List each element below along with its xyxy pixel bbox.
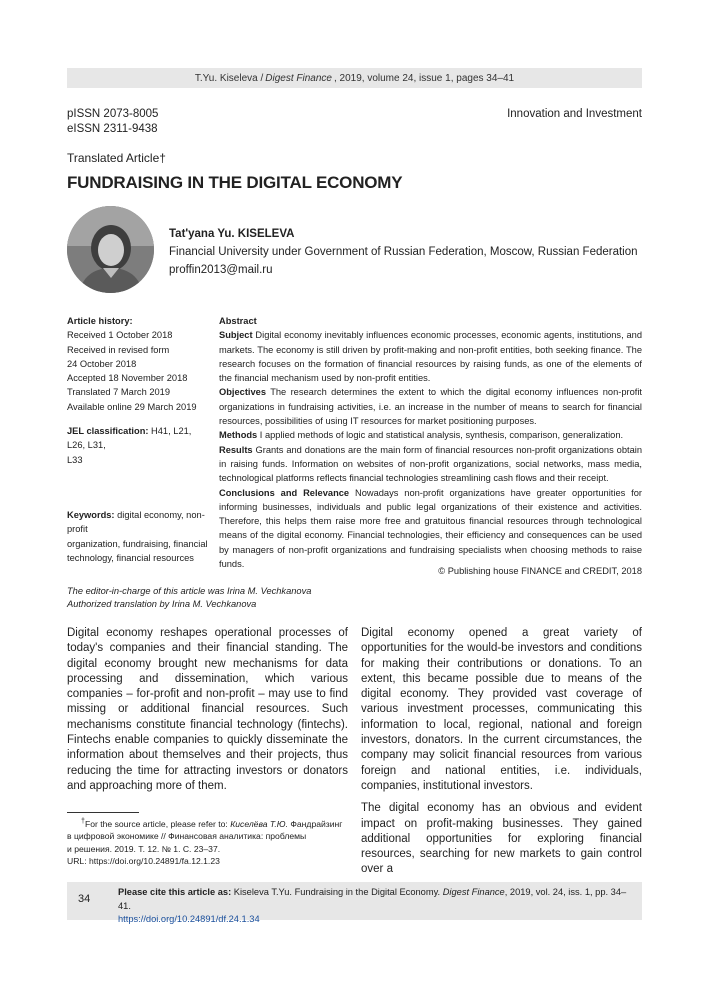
editor-notes <box>67 585 311 611</box>
keywords-line: organization, fundraising, financial <box>67 538 208 549</box>
copyright: © Publishing house FINANCE and CREDIT, 2018 <box>438 566 642 576</box>
page-number: 34 <box>78 893 91 905</box>
pissn: pISSN 2073-8005 <box>67 108 159 120</box>
article-type: Translated Article† <box>67 151 166 165</box>
footnote-divider <box>67 812 139 813</box>
abstract-objectives: Objectives The research determines the extent to which the digital economy influences non-profit organizations in fundraising activities, i.e. an increase in the number of means to search for financial resources, possibilities of using IT resources for market positioning purposes. <box>219 387 642 427</box>
body-paragraph: Digital economy opened a great variety of opportunities for the would-be investors and conditions for making their contributions or donations. To an extent, this became possible due to means of the digital economy. They provided vast coverage of various investment processes, communicating this information to local, regional, national and foreign investors, donators. In the current circumstances, the company may solicit financial resources from various foreign and national entities, i.e. individuals, companies, institutional investors. <box>361 627 642 792</box>
author-affiliation: Financial University under Government of Russian Federation, Moscow, Russian Federation <box>169 246 638 258</box>
abstract-conclusions: Conclusions and Relevance Nowadays non-profit organizations have greater opportunities for informing businesses, individuals and public legal organizations of their existence and activities. Therefore, this helps them raise more free and gratuitous financial resources through technological means of the digital economy. Financial technologies, their efficiency and consequences can be used by managers of non-profit organizations and fundraising specialists when choosing methods to raise funds. <box>219 487 642 570</box>
author-photo <box>67 206 154 293</box>
abstract-results: Results Grants and donations are the main form of financial resources non-profit organizations obtain in raising funds. Information on websites of non-profit organizations, social networks, mass media, technological platforms reflects financial technologies streamlining cash flows and their receipt. <box>219 444 642 484</box>
jel-label: JEL classification: <box>67 426 149 436</box>
history-line: Available online 29 March 2019 <box>67 401 197 412</box>
issn-block <box>67 107 158 137</box>
footnote: †For the source article, please refer to: Киселёва Т.Ю. Фандрайзинг в цифровой экономике // Финансовая аналитика: проблемы и решения. 2019. Т. 12. № 1. С. 23–37. URL: https://doi.org/10.24891/fa.12.1.23 <box>67 815 352 868</box>
abstract-heading: Abstract <box>219 316 257 326</box>
author-block <box>169 225 638 279</box>
jel-value-2: L33 <box>67 454 83 465</box>
eissn: eISSN 2311-9438 <box>67 123 158 135</box>
history-line: Translated 7 March 2019 <box>67 387 171 398</box>
keywords-label: Keywords: <box>67 510 115 520</box>
history-line: Received 1 October 2018 <box>67 330 173 341</box>
abstract-methods: Methods I applied methods of logic and statistical analysis, synthesis, comparison, generalization. <box>219 430 624 441</box>
abstract-subject: Subject Digital economy inevitably influences economic processes, economic agents, institutions, and markets. The economy is still driven by profit-making and non-profit entities, both seeking finance. The research focuses on the formation of financial resources by raising funds, as one of the elements of the financial mechanism used by non-profit entities. <box>219 330 642 384</box>
body-paragraph: The digital economy has an obvious and evident impact on profit-making businesses. They gained additional opportunities for exploring financial resources, searching for new markets to gain control over a <box>361 802 642 876</box>
jel-classification <box>67 424 212 467</box>
header-details: , 2019, volume 24, issue 1, pages 34–41 <box>333 72 515 84</box>
footnote-url[interactable]: URL: https://doi.org/10.24891/fa.12.1.23 <box>67 856 220 867</box>
author-email[interactable]: proffin2013@mail.ru <box>169 264 273 276</box>
keywords-line: digital economy, non-profit <box>67 510 205 535</box>
header-author: T.Yu. Kiseleva / <box>194 72 264 84</box>
body-paragraph: Digital economy reshapes operational processes of today's companies and their financial standing. The digital economy brought new mechanisms for data processing and dissemination, which various companies – for-profit and non-profit – may use to find missing or additional financial resources. Such mechanisms constitute financial technology (fintechs). Fintechs enable companies to quickly disseminate the information about themselves and their projects, thus reducing the time for attracting investors or donators and approaching more of them. <box>67 627 348 792</box>
editor-line: The editor-in-charge of this article was Irina M. Vechkanova <box>67 586 312 596</box>
history-line: Accepted 18 November 2018 <box>67 373 188 384</box>
doi-link[interactable]: https://doi.org/10.24891/df.24.1.34 <box>118 914 260 924</box>
keywords-line: technology, financial resources <box>67 552 194 563</box>
keywords <box>67 508 215 565</box>
author-portrait-icon <box>67 206 154 293</box>
translation-line: Authorized translation by Irina M. Vechkanova <box>67 599 257 609</box>
citation-text: Please cite this article as: Kiseleva T.Yu. Fundraising in the Digital Economy. Digest Finance, 2019, vol. 24, iss. 1, pp. 34–41. https://doi.org/10.24891/df.24.1.34 <box>118 886 638 927</box>
article-title: FUNDRAISING IN THE DIGITAL ECONOMY <box>67 173 403 192</box>
history-heading: Article history: <box>67 316 133 326</box>
section-label: Innovation and Investment <box>507 108 642 120</box>
article-history <box>67 314 212 414</box>
abstract <box>219 314 642 571</box>
history-line: 24 October 2018 <box>67 358 137 369</box>
author-name: Tat'yana Yu. KISELEVA <box>169 228 295 240</box>
running-header <box>67 68 642 88</box>
body-right-column <box>361 626 642 885</box>
history-line: Received in revised form <box>67 344 170 355</box>
footnote-line: в цифровой экономике // Финансовая аналитика: проблемы <box>67 831 307 842</box>
header-journal: Digest Finance <box>265 72 332 84</box>
jel-value: H41, L21, L26, L31, <box>67 426 192 451</box>
body-left-column <box>67 626 348 801</box>
footnote-line: и решения. 2019. Т. 12. № 1. С. 23–37. <box>67 843 221 854</box>
